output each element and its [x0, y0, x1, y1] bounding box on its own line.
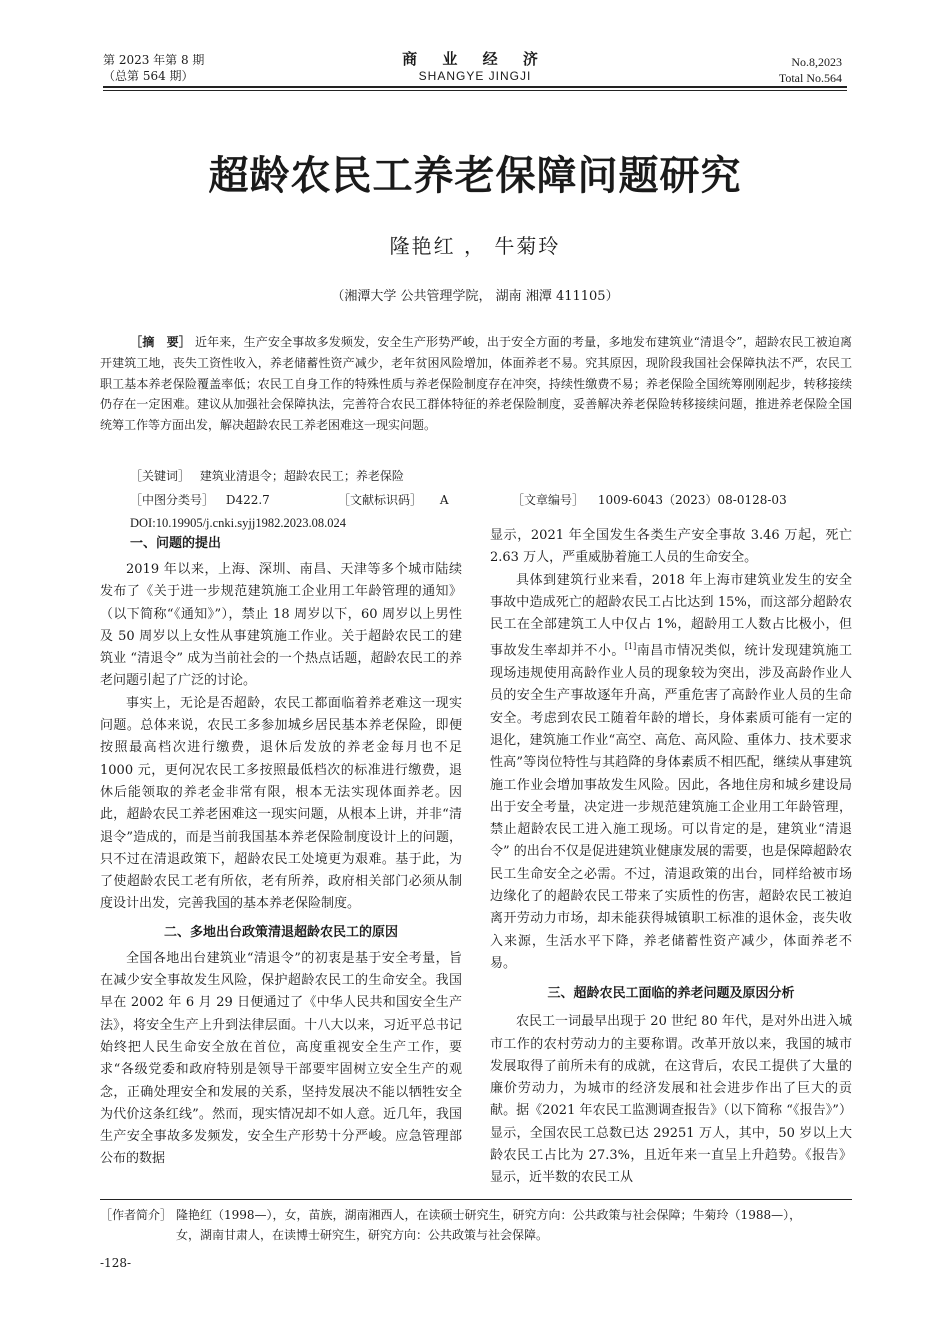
left-column	[100, 533, 462, 1171]
journal-name-en: SHANGYE JINGJI	[418, 69, 532, 83]
issue-number	[779, 54, 842, 86]
author-bio-line-1: 隆艳红（1998—），女，苗族，湖南湘西人，在读硕士研究生，研究方向：公共政策与社会保障；牛菊玲（1988—），	[176, 1208, 802, 1222]
paragraph: 全国各地出台建筑业“清退令”的初衷是基于安全考量，旨在减少安全事故发生风险，保护超龄农民工的生命安全。我国早在 2002 年 6 月 29 日便通过了《中华人民共和国安全生产法》，将安全生产上升到法律层面。十八大以来，习近平总书记始终把人民生命安全放在首位，高度重视安全生产工作，要求“各级党委和政府特别是领导干部要牢固树立安全生产的观念，正确处理安全和发展的关系，坚持发展决不能以牺牲安全为代价这条红线”。然而，现实情况却不如人意。近几年，我国生产安全事故多发频发，安全生产形势十分严峻。应急管理部公布的数据	[100, 950, 462, 1167]
author-bio-line-2: 女，湖南甘肃人，在读博士研究生，研究方向：公共政策与社会保障。	[176, 1228, 549, 1242]
paragraph-text: 南昌市情况类似，统计发现建筑施工现场违规使用高龄作业人员的现象较为突出，涉及高龄作业人员的安全生产事故逐年升高，严重危害了高龄作业人员的生命安全。考虑到农民工随着年龄的增长，身体素质可能有一定的退化，建筑施工作业“高空、高危、高风险、重体力、技术要求性高”等岗位特性与其趋降的身体素质不相匹配，继续从事建筑施工作业会增加事故发生风险。因此，各地住房和城乡建设局出于安全考量，决定进一步规范建筑施工企业用工年龄管理，禁止超龄农民工进入施工现场。可以肯定的是，建筑业“清退令” 的出台不仅是促进建筑业健康发展的需要，也是保障超龄农民工生命安全之必需。不过，清退政策的出台，同样给被市场边缘化了的超龄农民工带来了实质性的伤害，超龄农民工被迫离开劳动力市场，却未能获得城镇职工标准的退休金，丧失收入来源，生活水平下降，养老储蓄性资产减少，体面养老不易。	[490, 643, 852, 971]
abstract-label: ［摘 要］	[130, 335, 191, 349]
clc-value: D422.7	[225, 493, 270, 507]
paragraph: 农民工一词最早出现于 20 世纪 80 年代，是对外出进入城市工作的农村劳动力的主要称谓。改革开放以来，我国的城市发展取得了前所未有的成就，在这背后，农民工提供了大量的廉价劳动力，为城市的经济发展和社会进步作出了巨大的贡献。据《2021 年农民工监测调查报告》（以下简称 “《报告》”） 显示，全国农民工总数已达 29251 万人，其中，50 岁以上大龄农民工占比为 27.3%，且近年来一直呈上升趋势。《报告》显示，近半数的农民工从	[490, 1014, 852, 1186]
author-bio-label: ［作者简介］	[100, 1208, 173, 1222]
doi: DOI:10.19905/j.cnki.syjj1982.2023.08.024	[130, 516, 346, 530]
keywords	[130, 466, 404, 486]
clc-code	[130, 490, 270, 510]
doc-label: ［文献标识码］	[338, 493, 423, 507]
doc-code	[338, 490, 449, 510]
header-rule	[103, 86, 847, 88]
right-column	[490, 525, 852, 1190]
article-number	[512, 490, 787, 510]
section-heading-2: 二、多地出台政策清退超龄农民工的原因	[163, 924, 398, 940]
paragraph: 事实上，无论是否超龄，农民工都面临着养老难这一现实问题。总体来说，农民工多参加城乡居民基本养老保险，即便按照最高档次进行缴费，退休后发放的养老金每月也不足 1000 元，更何况农民工多按照最低档次的标准进行缴费，退休后能领取的养老金非常有限，根本无法实现体面养老。因此，超龄农民工养老困难这一现实问题，从根本上讲，并非“清退令”造成的，而是当前我国基本养老保险制度设计上的问题，只不过在清退政策下，超龄农民工处境更为艰难。基于此，为了使超龄农民工老有所依，老有所养，政府相关部门必须从制度设计出发，完善我国的基本养老保险制度。	[100, 695, 462, 912]
keywords-text: 建筑业清退令；超龄农民工；养老保险	[199, 469, 404, 483]
author-bio	[100, 1205, 860, 1245]
authors: 隆艳红 ， 牛菊玲	[389, 234, 561, 258]
section-heading-3: 三、超龄农民工面临的养老问题及原因分析	[547, 986, 795, 1002]
article-number-label: ［文章编号］	[512, 493, 585, 507]
abstract	[100, 332, 852, 436]
keywords-label: ［关键词］	[130, 469, 191, 483]
footnote-rule	[100, 1199, 852, 1200]
paragraph: 显示，2021 年全国发生各类生产安全事故 3.46 万起，死亡 2.63 万人，严重威胁着施工人员的生命安全。	[490, 528, 852, 566]
affiliation: （湘潭大学 公共管理学院， 湖南 湘潭 411105）	[331, 289, 619, 304]
issue-line-2: （总第 564 期）	[103, 69, 194, 83]
paragraph: 2019 年以来，上海、深圳、南昌、天津等多个城市陆续发布了《关于进一步规范建筑施工企业用工年龄管理的通知》（以下简称“《通知》”），禁止 18 周岁以下，60 周岁以上男性及 50 周岁以上女性从事建筑施工作业。关于超龄农民工的建筑业 “清退令” 成为当前社会的一个热点话题，超龄农民工的养老问题引起了广泛的讨论。	[100, 562, 462, 689]
citation-ref[interactable]: [1]	[624, 642, 637, 652]
issue-line-1: 第 2023 年第 8 期	[103, 53, 205, 67]
page-number: -128-	[100, 1256, 132, 1270]
doc-value: A	[439, 493, 449, 507]
clc-label: ［中图分类号］	[130, 493, 215, 507]
journal-name-cn: 商 业 经 济	[402, 50, 548, 68]
issue-total: Total No.564	[778, 71, 842, 85]
section-heading-1: 一、问题的提出	[130, 536, 222, 551]
issue-no: No.8,2023	[791, 55, 842, 69]
paragraph	[490, 570, 852, 976]
article-title: 超龄农民工养老保障问题研究	[208, 153, 742, 199]
article-number-value: 1009-6043（2023）08-0128-03	[597, 493, 787, 507]
abstract-text: 近年来，生产安全事故多发频发，安全生产形势严峻，出于安全方面的考量，多地发布建筑业“清退令”，超龄农民工被迫离开建筑工地，丧失工资性收入，养老储蓄性资产减少，老年贫困风险增加，体面养老不易。究其原因，现阶段我国社会保障执法不严，农民工职工基本养老保险覆盖率低；农民工自身工作的特殊性质与养老保险制度存在冲突，持续性缴费不易；养老保险全国统筹刚刚起步，转移接续仍存在一定困难。建议从加强社会保障执法，完善符合农民工群体特征的养老保险制度，妥善解决养老保险转移接续问题，推进养老保险全国统筹工作等方面出发，解决超龄农民工养老困难这一现实问题。	[100, 335, 852, 433]
paragraph-text: 具体到建筑行业来看，2018 年上海市建筑业发生的安全事故中造成死亡的超龄农民工占比达到 15%，而这部分超龄农民工在全部建筑工人中仅占 1%，超龄用工人数占比极小，但事故发生率却并不小。	[490, 572, 852, 659]
header-rule-thin	[103, 90, 847, 91]
